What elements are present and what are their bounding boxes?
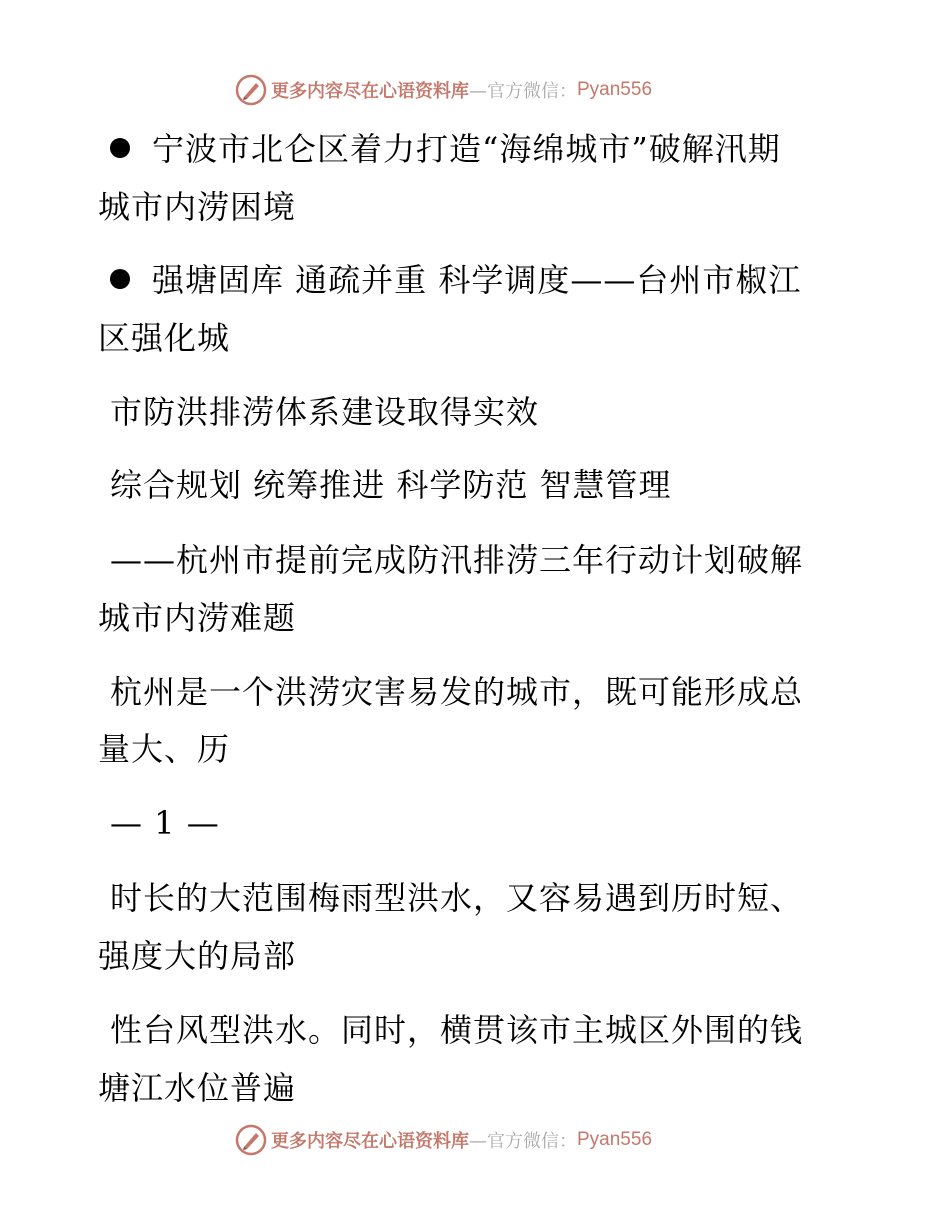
text-line <box>98 926 858 986</box>
pen-logo-icon <box>235 1124 267 1156</box>
watermark-site-text: 更多内容尽在心语资料库 <box>271 81 469 102</box>
line-text: ——杭州市提前完成防汛排涝三年行动计划破解 <box>110 541 804 579</box>
bullet-dot <box>110 138 130 158</box>
pen-logo-icon <box>235 74 267 106</box>
line-text: 区强化城 <box>98 319 231 357</box>
line-text: 性台风型洪水。同时，横贯该市主城区外围的钱 <box>110 1011 804 1049</box>
watermark-separator-text: —官方微信： <box>469 81 577 102</box>
text-line <box>98 719 858 779</box>
bullet-line-2 <box>98 250 858 310</box>
text-line <box>98 1058 858 1118</box>
text-line <box>98 382 870 442</box>
line-text: 杭州是一个洪涝灾害易发的城市，既可能形成总 <box>110 673 804 711</box>
watermark-wechat-text: Pyan556 <box>577 79 653 100</box>
line-text: 强塘固库 通疏并重 科学调度——台州市椒江 <box>152 261 802 299</box>
watermark-wechat-text: Pyan556 <box>577 1129 653 1150</box>
bullet-dot <box>110 269 130 289</box>
page-number <box>98 793 870 853</box>
text-line <box>98 662 870 722</box>
page-number-text: — 1 — <box>110 804 220 842</box>
line-text: 宁波市北仑区着力打造“海绵城市”破解汛期 <box>152 130 781 168</box>
text-line <box>98 1000 870 1060</box>
watermark-separator-text: —官方微信： <box>469 1131 577 1152</box>
text-line <box>98 530 870 590</box>
text-line <box>98 868 870 928</box>
footer-watermark <box>235 1123 652 1157</box>
text-line <box>98 588 858 648</box>
line-text: 强度大的局部 <box>98 937 297 975</box>
line-text: 塘江水位普遍 <box>98 1069 297 1107</box>
watermark-site-text: 更多内容尽在心语资料库 <box>271 1131 469 1152</box>
line-text: 城市内涝难题 <box>98 599 297 637</box>
line-text: 时长的大范围梅雨型洪水，又容易遇到历时短、 <box>110 879 804 917</box>
bullet-line-1 <box>98 119 858 179</box>
text-line <box>98 177 858 237</box>
text-line <box>98 455 870 515</box>
header-watermark <box>235 73 652 107</box>
line-text: 量大、历 <box>98 730 231 768</box>
line-text: 市防洪排涝体系建设取得实效 <box>110 393 540 431</box>
text-line <box>98 308 858 368</box>
line-text: 城市内涝困境 <box>98 188 297 226</box>
line-text: 综合规划 统筹推进 科学防范 智慧管理 <box>110 466 672 504</box>
